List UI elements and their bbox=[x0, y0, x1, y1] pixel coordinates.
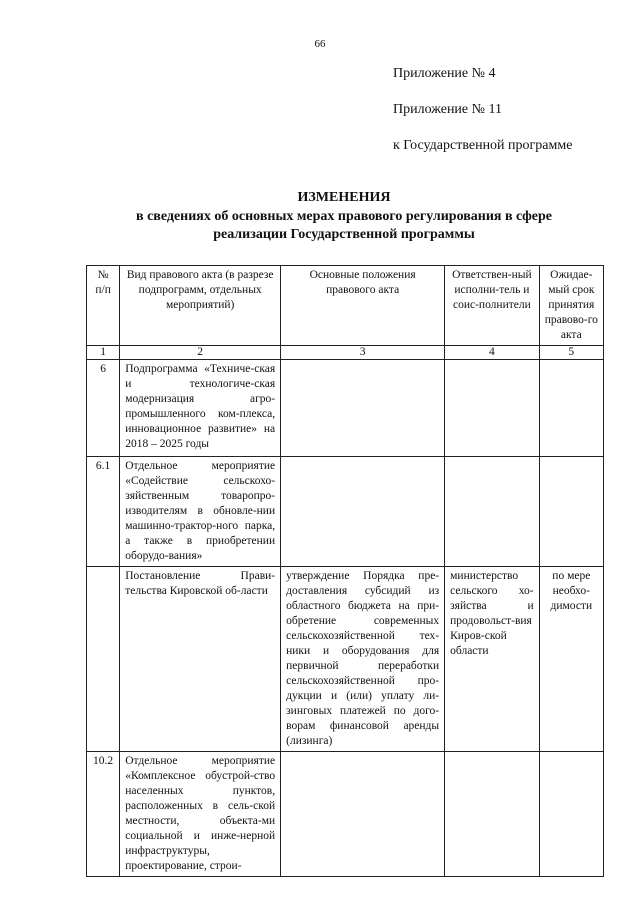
header-term: Ожидае-мый срок принятия правово-го акта bbox=[539, 266, 603, 346]
appendix-line-1: Приложение № 4 bbox=[393, 66, 496, 81]
row-term bbox=[539, 457, 603, 567]
row-number bbox=[87, 567, 120, 752]
page-number: 66 bbox=[314, 38, 326, 50]
row-term bbox=[539, 360, 603, 457]
row-executor bbox=[445, 457, 539, 567]
document-subtitle-line-1: в сведениях об основных мерах правового регулирования в сфере bbox=[136, 209, 552, 224]
column-number: 2 bbox=[120, 346, 281, 360]
row-executor bbox=[445, 360, 539, 457]
column-number: 4 bbox=[445, 346, 539, 360]
row-executor: министерство сельского хо-зяйства и продовольст-вия Киров-ской области bbox=[445, 567, 539, 752]
column-number: 5 bbox=[539, 346, 603, 360]
table-header-row bbox=[87, 266, 604, 346]
header-executor: Ответствен-ный исполни-тель и соис-полнители bbox=[445, 266, 539, 346]
row-act-type: Отдельное мероприятие «Содействие сельскохо-зяйственным товаропро-изводителям в обновле-нии машинно-трактор-ного парка, а также в приобретении оборудо-вания» bbox=[120, 457, 281, 567]
row-act-type: Постановление Прави-тельства Кировской об-ласти bbox=[120, 567, 281, 752]
row-provisions bbox=[281, 360, 445, 457]
row-term: по мере необхо-димости bbox=[539, 567, 603, 752]
document-title: ИЗМЕНЕНИЯ bbox=[297, 190, 391, 205]
header-number: № п/п bbox=[87, 266, 120, 346]
row-number: 10.2 bbox=[87, 752, 120, 877]
appendix-line-3: к Государственной программе bbox=[393, 138, 573, 153]
row-provisions bbox=[281, 752, 445, 877]
table-row bbox=[87, 457, 604, 567]
column-numbers-row bbox=[87, 346, 604, 360]
row-executor bbox=[445, 752, 539, 877]
header-provisions: Основные положения правового акта bbox=[281, 266, 445, 346]
row-provisions bbox=[281, 457, 445, 567]
table-row bbox=[87, 360, 604, 457]
column-number: 3 bbox=[281, 346, 445, 360]
row-number: 6 bbox=[87, 360, 120, 457]
row-provisions: утверждение Порядка пре-доставления субсидий из областного бюджета на при-обретение современных сельскохозяйственной тех-ники и оборудования для первичной переработки сельскохозяйственной про-дукции и (или) уплату ли-зинговых платежей по дого-ворам финансовой аренды (лизинга) bbox=[281, 567, 445, 752]
measures-table bbox=[86, 265, 604, 877]
table-row bbox=[87, 752, 604, 877]
document-subtitle-line-2: реализации Государственной программы bbox=[213, 227, 475, 242]
row-number: 6.1 bbox=[87, 457, 120, 567]
row-term bbox=[539, 752, 603, 877]
row-act-type: Подпрограмма «Техниче-ская и технологиче-ская модернизация агро-промышленного ком-плекса, инновационное развитие» на 2018 – 2025 годы bbox=[120, 360, 281, 457]
header-act-type: Вид правового акта (в разрезе подпрограмм, отдельных мероприятий) bbox=[120, 266, 281, 346]
table-row bbox=[87, 567, 604, 752]
appendix-line-2: Приложение № 11 bbox=[393, 102, 502, 117]
row-act-type: Отдельное мероприятие «Комплексное обустрой-ство населенных пунктов, расположенных в сель-ской местности, объекта-ми социальной и инже-нерной инфраструктуры, проектирование, строи- bbox=[120, 752, 281, 877]
column-number: 1 bbox=[87, 346, 120, 360]
